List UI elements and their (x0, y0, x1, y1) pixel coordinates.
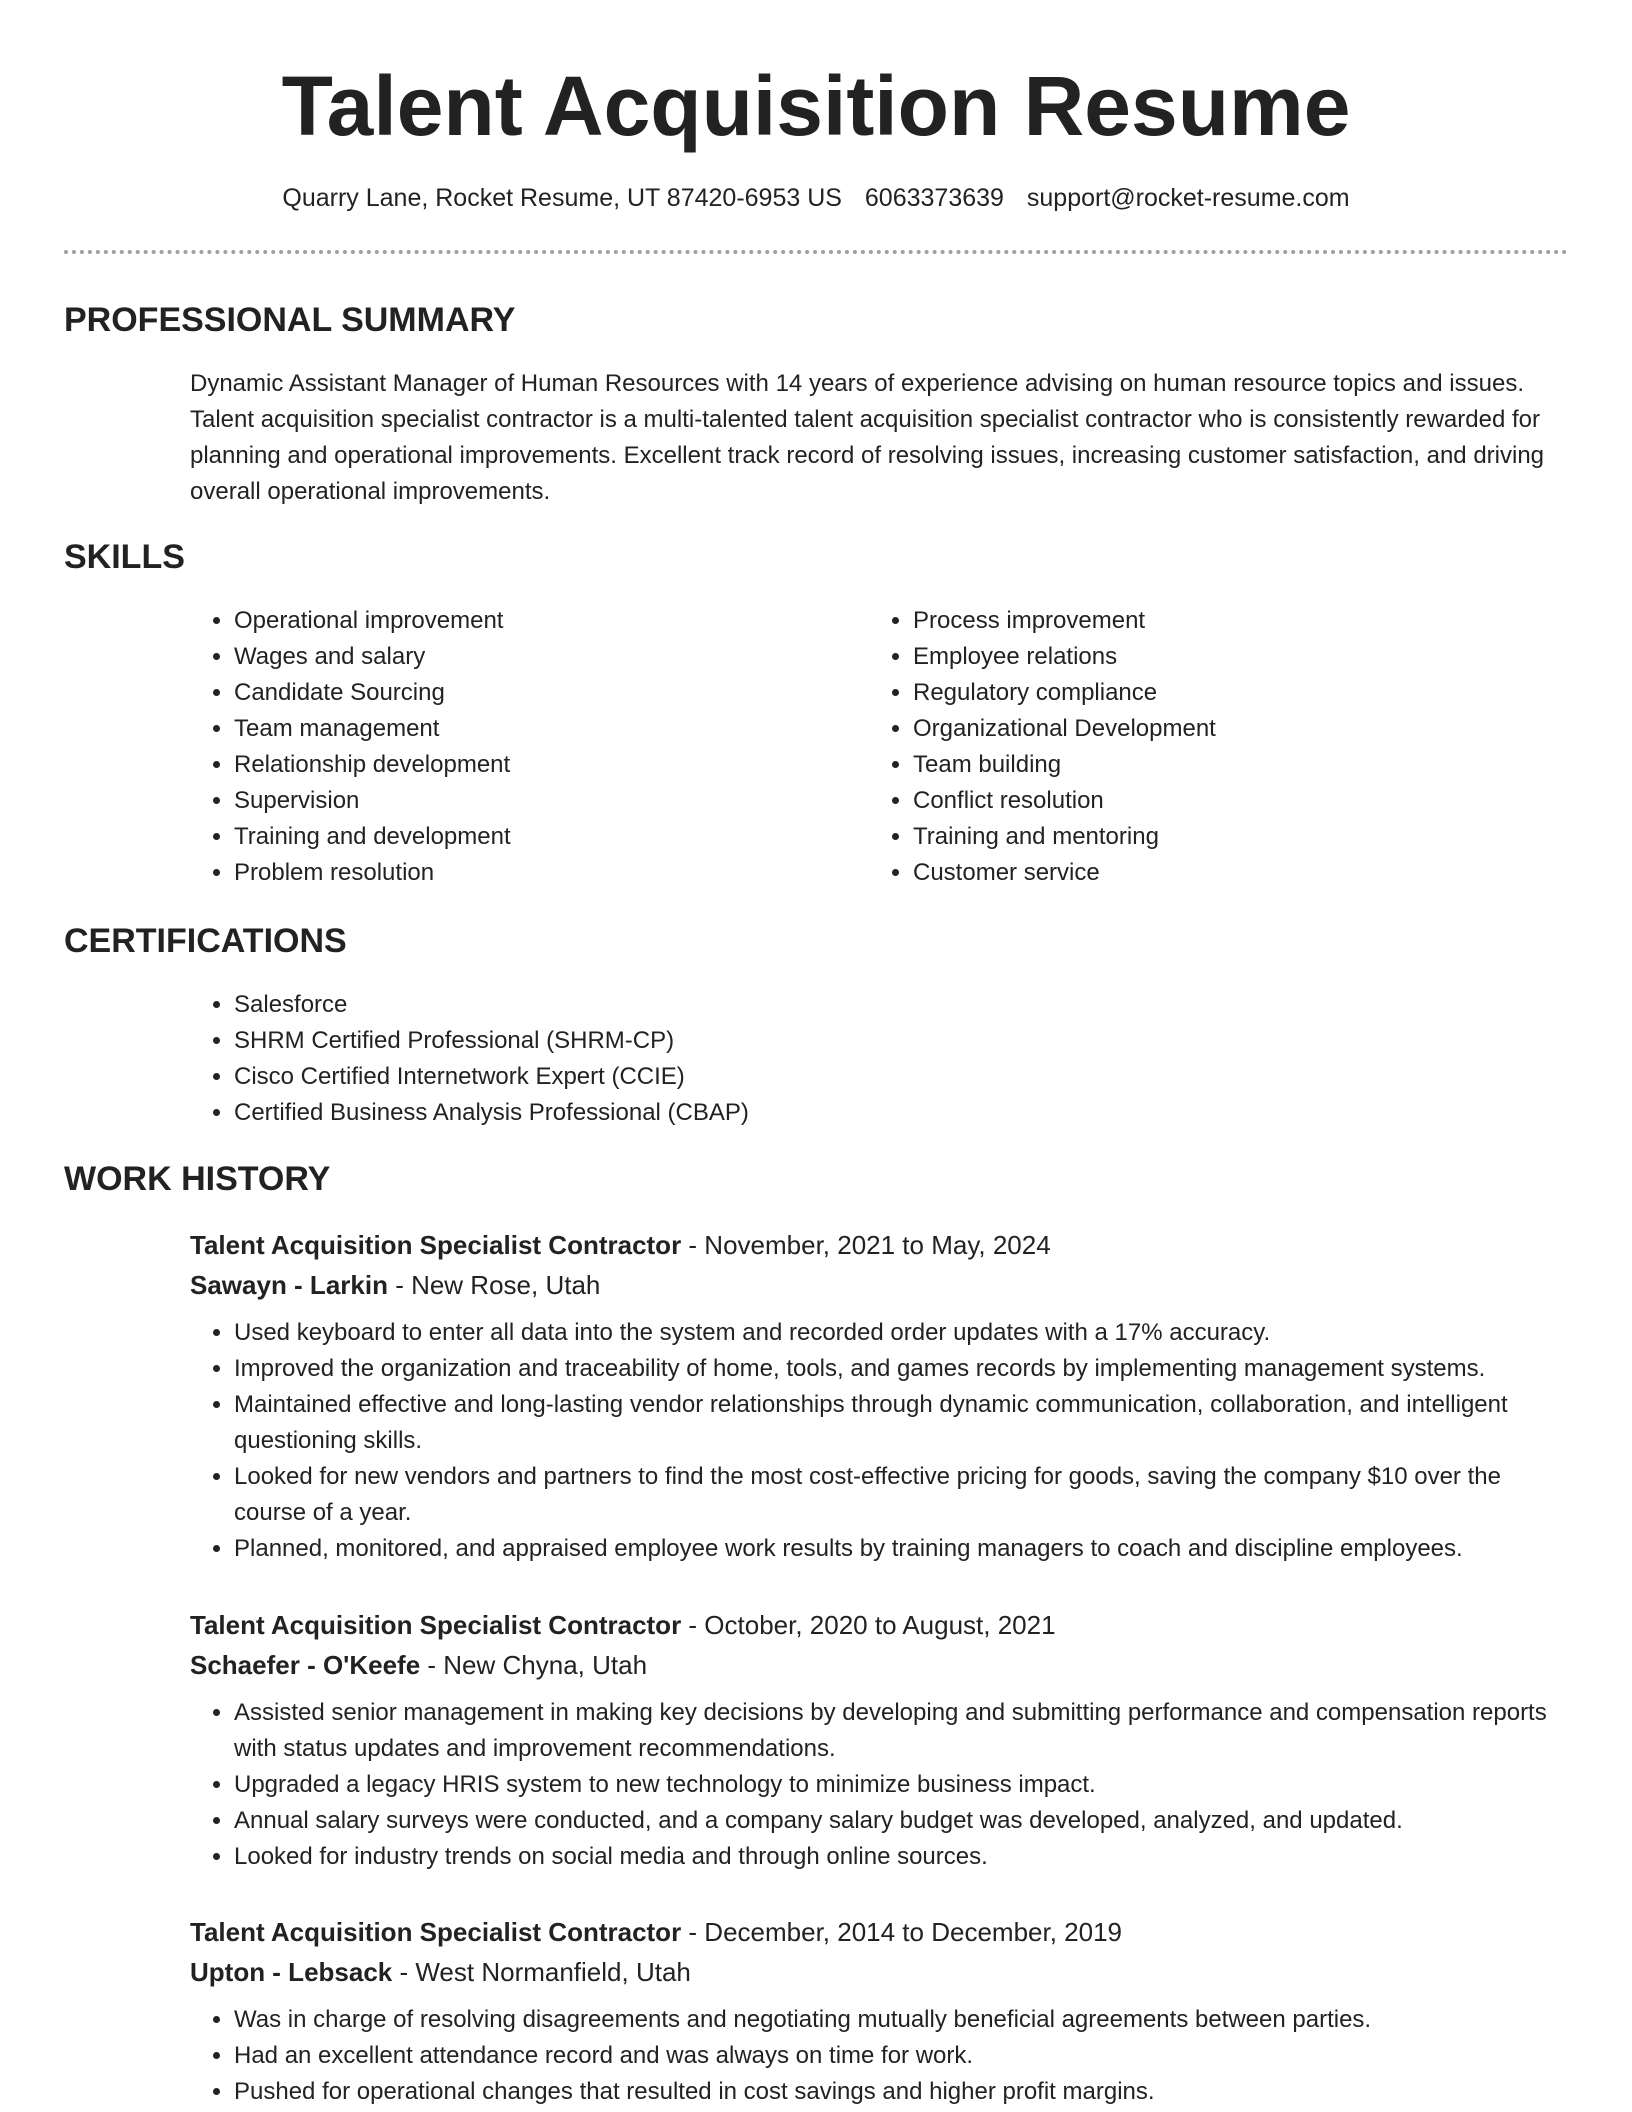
contact-address: Quarry Lane, Rocket Resume, UT 87420-6953 US (282, 184, 842, 212)
job-bullet: • Looked for new vendors and partners to find the most cost-effective pricing for goods, saving the company $10 over the course of a year. (234, 1459, 1570, 1531)
job-title-line (190, 1912, 1570, 1952)
summary-heading: PROFESSIONAL SUMMARY (64, 301, 516, 339)
skill-item: • Employee relations (913, 639, 1216, 675)
skill-item: • Operational improvement (234, 603, 511, 639)
job-bullet: • Was in charge of resolving disagreements and negotiating mutually beneficial agreements between parties. (234, 2002, 1570, 2038)
job-title-line (190, 1605, 1570, 1645)
job-bullet: • Maintained effective and long-lasting vendor relationships through dynamic communication, collaboration, and intelligent questioning skills. (234, 1387, 1570, 1459)
skill-item: • Training and mentoring (913, 819, 1216, 855)
job-bullet: • Assisted senior management in making key decisions by developing and submitting performance and compensation reports with status updates and improvement recommendations. (234, 1695, 1570, 1767)
job-bullet: • Planned, monitored, and appraised employee work results by training managers to coach and discipline employees. (234, 1531, 1570, 1567)
job-bullet: • Looked for industry trends on social media and through online sources. (234, 1839, 1570, 1875)
job-company-line (190, 1265, 1570, 1305)
job-company-line (190, 1645, 1570, 1685)
certifications-list (190, 987, 749, 1131)
job-bullet: • Improved the organization and traceability of home, tools, and games records by implementing management systems. (234, 1351, 1570, 1387)
skill-item: • Process improvement (913, 603, 1216, 639)
job-title: Talent Acquisition Specialist Contractor (190, 1230, 682, 1260)
certification-item: • SHRM Certified Professional (SHRM-CP) (234, 1023, 749, 1059)
skill-item: • Problem resolution (234, 855, 511, 891)
job-dates: - December, 2014 to December, 2019 (681, 1917, 1122, 1947)
skill-item: • Relationship development (234, 747, 511, 783)
job-entry (190, 1912, 1570, 2110)
job-bullet: • Pushed for operational changes that resulted in cost savings and higher profit margins. (234, 2074, 1570, 2110)
skill-item: • Team management (234, 711, 511, 747)
job-company-line (190, 1952, 1570, 1992)
job-title-line (190, 1225, 1570, 1265)
job-title: Talent Acquisition Specialist Contractor (190, 1917, 682, 1947)
job-entry (190, 1605, 1570, 1875)
skill-item: • Conflict resolution (913, 783, 1216, 819)
job-dates: - October, 2020 to August, 2021 (681, 1610, 1056, 1640)
contact-phone: 6063373639 (864, 184, 1004, 212)
job-bullet: • Upgraded a legacy HRIS system to new technology to minimize business impact. (234, 1767, 1570, 1803)
skill-item: • Wages and salary (234, 639, 511, 675)
skill-item: • Team building (913, 747, 1216, 783)
skill-item: • Training and development (234, 819, 511, 855)
job-dates: - November, 2021 to May, 2024 (681, 1230, 1051, 1260)
job-location: - West Normanfield, Utah (392, 1957, 691, 1987)
resume-title: Talent Acquisition Resume (281, 59, 1351, 153)
certification-item: • Salesforce (234, 987, 749, 1023)
header-divider (64, 250, 1568, 254)
job-bullet: • Used keyboard to enter all data into the system and recorded order updates with a 17% accuracy. (234, 1315, 1570, 1351)
job-bullet: • Had an excellent attendance record and was always on time for work. (234, 2038, 1570, 2074)
skills-column-right (869, 603, 1216, 891)
job-company: Upton - Lebsack (190, 1957, 393, 1987)
skill-item: • Regulatory compliance (913, 675, 1216, 711)
certification-item: • Certified Business Analysis Professional (CBAP) (234, 1095, 749, 1131)
skill-item: • Customer service (913, 855, 1216, 891)
skills-column-left (190, 603, 511, 891)
contact-email: support@rocket-resume.com (1026, 184, 1350, 212)
certifications-heading: CERTIFICATIONS (64, 922, 347, 960)
job-title: Talent Acquisition Specialist Contractor (190, 1610, 682, 1640)
job-location: - New Chyna, Utah (420, 1650, 648, 1680)
skill-item: • Candidate Sourcing (234, 675, 511, 711)
job-bullet: • Annual salary surveys were conducted, and a company salary budget was developed, analyzed, and updated. (234, 1803, 1570, 1839)
skill-item: • Organizational Development (913, 711, 1216, 747)
job-location: - New Rose, Utah (387, 1270, 601, 1300)
job-company: Sawayn - Larkin (190, 1270, 388, 1300)
certification-item: • Cisco Certified Internetwork Expert (CCIE) (234, 1059, 749, 1095)
job-entry (190, 1225, 1570, 1567)
contact-line (0, 180, 1632, 216)
work-history-heading: WORK HISTORY (64, 1160, 331, 1198)
skills-heading: SKILLS (64, 538, 185, 576)
summary-text: Dynamic Assistant Manager of Human Resources with 14 years of experience advising on human resource topics and issues. Talent acquisition specialist contractor is a multi-talented talent acquisition specialist contractor who is consistently rewarded for planning and operational improvements. Excellent track record of resolving issues, increasing customer satisfaction, and driving overall operational improvements. (190, 370, 1545, 505)
skill-item: • Supervision (234, 783, 511, 819)
job-company: Schaefer - O'Keefe (190, 1650, 421, 1680)
